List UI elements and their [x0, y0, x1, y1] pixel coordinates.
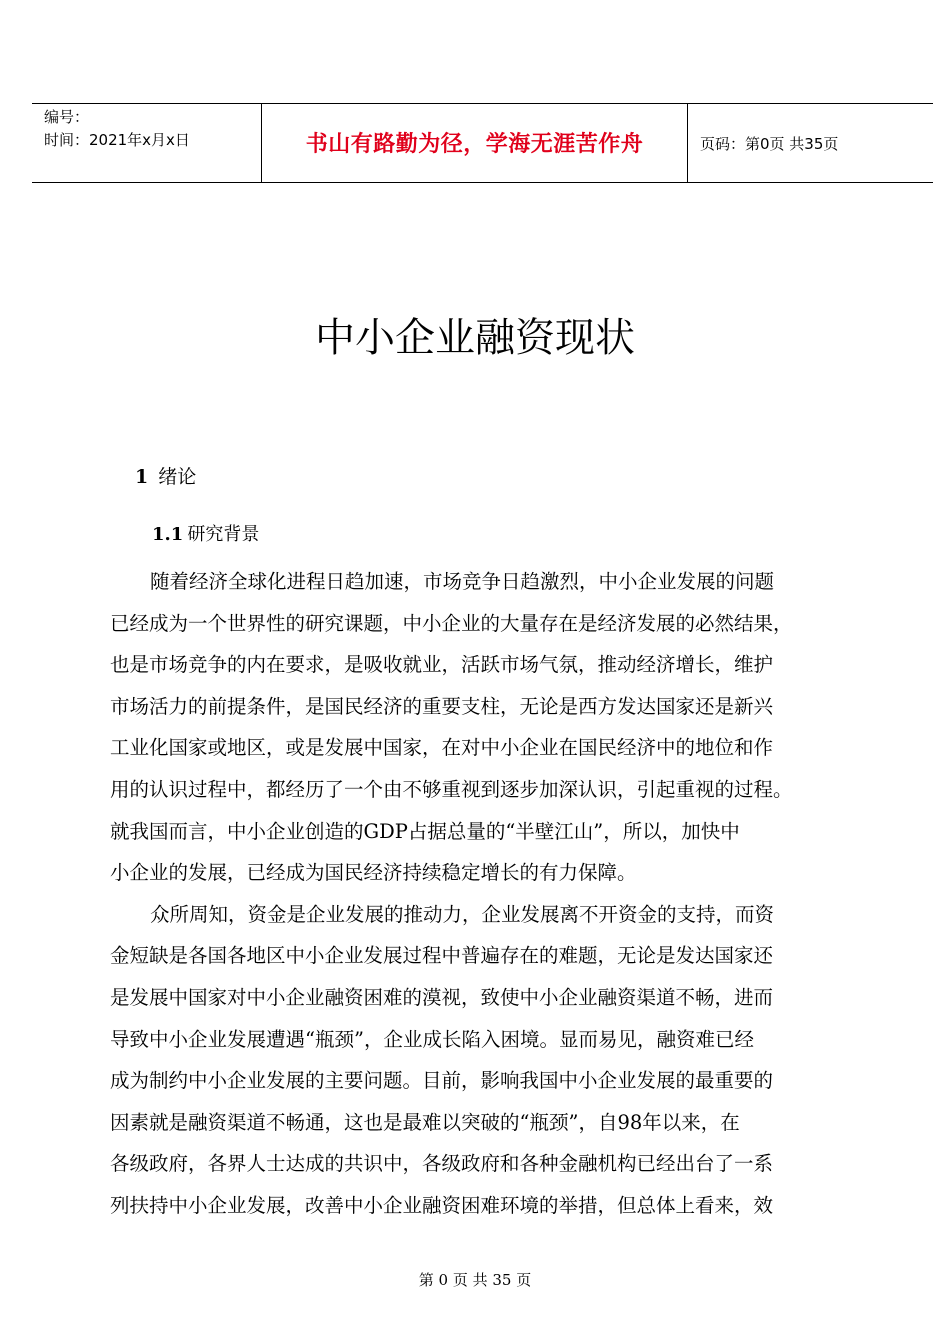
body-line: 导致中小企业发展遭遇“瓶颈”，企业成长陷入困境。显而易见，融资难已经: [110, 1027, 754, 1051]
document-time-label: 时间：2021年x月x日: [44, 131, 190, 149]
page-footer: 第 0 页 共 35 页: [418, 1271, 532, 1289]
section-number: 1: [135, 466, 149, 488]
body-line: 也是市场竞争的内在要求，是吸收就业，活跃市场气氛，推动经济增长，维护: [110, 653, 774, 677]
header-info-cell: [32, 104, 262, 182]
body-line: 工业化国家或地区，或是发展中国家，在对中小企业在国民经济中的地位和作: [110, 736, 774, 760]
body-line: 众所周知，资金是企业发展的推动力，企业发展离不开资金的支持，而资: [150, 902, 775, 926]
body-line: 因素就是融资渠道不畅通，这也是最难以突破的“瓶颈”，自98年以来，在: [110, 1110, 740, 1134]
body-line: 列扶持中小企业发展，改善中小企业融资困难环境的举措，但总体上看来，效: [110, 1193, 774, 1217]
body-line: 各级政府，各界人士达成的共识中，各级政府和各种金融机构已经出台了一系: [110, 1152, 774, 1176]
page-header: [32, 103, 933, 183]
body-line: 用的认识过程中，都经历了一个由不够重视到逐步加深认识，引起重视的过程。: [110, 777, 793, 801]
header-motto-cell: [262, 104, 688, 182]
body-line: 已经成为一个世界性的研究课题，中小企业的大量存在是经济发展的必然结果，: [110, 611, 793, 635]
document-code-label: 编号：: [44, 108, 90, 126]
body-line: 金短缺是各国各地区中小企业发展过程中普遍存在的难题，无论是发达国家还: [110, 944, 774, 968]
document-title: 中小企业融资现状: [315, 315, 635, 361]
header-motto: 书山有路勤为径，学海无涯苦作舟: [305, 132, 644, 157]
body-line: 成为制约中小企业发展的主要问题。目前，影响我国中小企业发展的最重要的: [110, 1069, 774, 1093]
body-line: 小企业的发展，已经成为国民经济持续稳定增长的有力保障。: [110, 861, 637, 885]
section-heading-1: [135, 462, 196, 492]
subsection-label: 研究背景: [187, 524, 260, 545]
body-line: 是发展中国家对中小企业融资困难的漠视，致使中小企业融资渠道不畅，进而: [110, 985, 774, 1009]
body-line: 市场活力的前提条件，是国民经济的重要支柱，无论是西方发达国家还是新兴: [110, 694, 774, 718]
header-page-cell: [688, 104, 933, 182]
body-line: 随着经济全球化进程日趋加速，市场竞争日趋激烈，中小企业发展的问题: [150, 570, 775, 593]
subsection-heading-1-1: [152, 520, 259, 550]
section-label: 绪论: [158, 466, 197, 488]
body-line: 就我国而言，中小企业创造的GDP占据总量的“半壁江山”，所以，加快中: [110, 819, 740, 843]
subsection-number: 1.1: [152, 524, 184, 545]
header-page-number: 页码：第0页 共35页: [700, 135, 839, 153]
body-text: [110, 561, 860, 1227]
